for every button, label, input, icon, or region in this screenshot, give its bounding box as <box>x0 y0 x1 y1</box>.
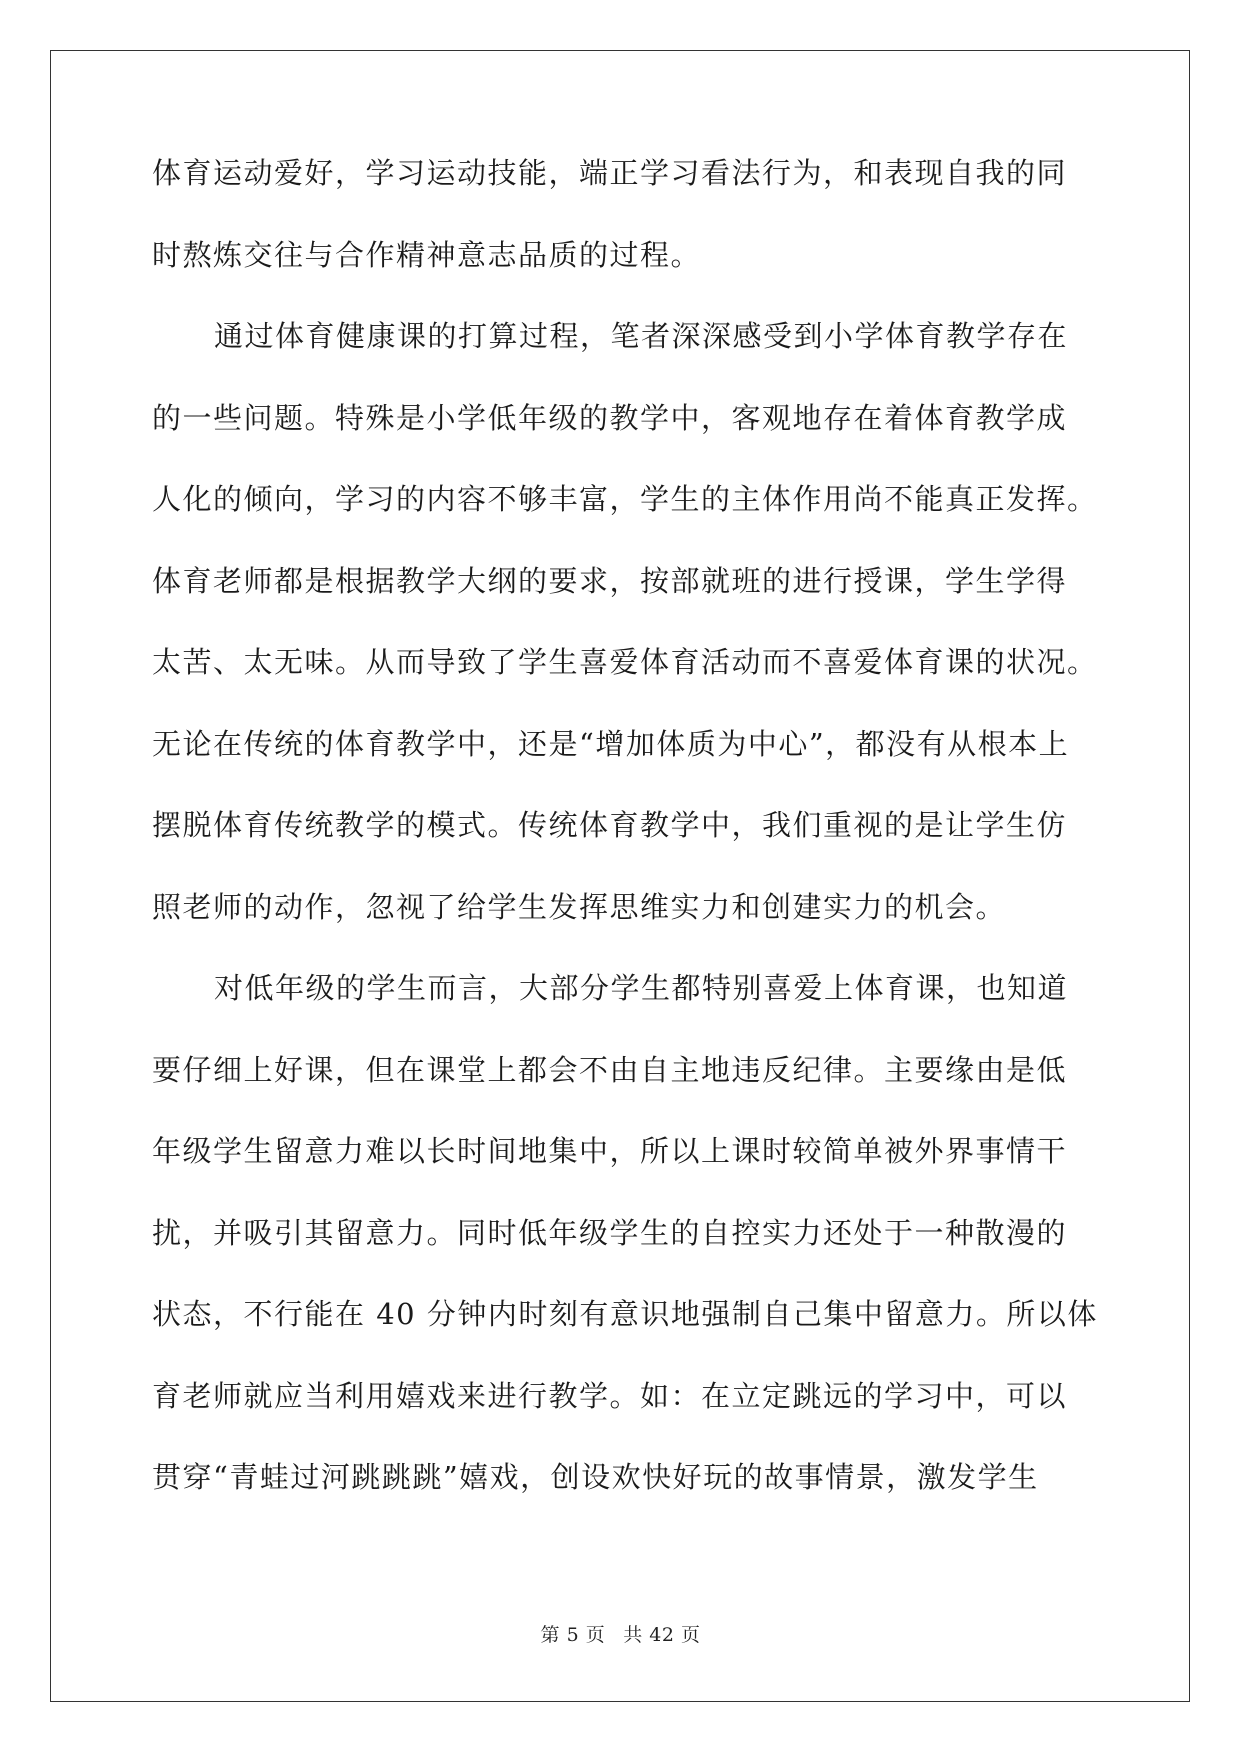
text-line: 人化的倾向，学习的内容不够丰富，学生的主体作用尚不能真正发挥。 <box>152 482 1098 516</box>
text-line: 摆脱体育传统教学的模式。传统体育教学中，我们重视的是让学生仿 <box>152 808 1068 842</box>
text-line: 状态，不行能在 40 分钟内时刻有意识地强制自己集中留意力。所以体 <box>152 1297 1098 1331</box>
text-line: 无论在传统的体育教学中，还是“增加体质为中心”，都没有从根本上 <box>152 726 1070 761</box>
paragraph-start-line: 对低年级的学生而言，大部分学生都特别喜爱上体育课，也知道 <box>214 971 1069 1005</box>
page-total: 共 42 页 <box>623 1624 701 1646</box>
document-body <box>152 156 1098 1546</box>
text-line: 照老师的动作，忽视了给学生发挥思维实力和创建实力的机会。 <box>152 889 1007 924</box>
text-line: 的一些问题。特殊是小学低年级的教学中，客观地存在着体育教学成 <box>152 400 1068 435</box>
text-line: 体育老师都是根据教学大纲的要求，按部就班的进行授课，学生学得 <box>152 563 1068 598</box>
text-line: 扰，并吸引其留意力。同时低年级学生的自控实力还处于一种散漫的 <box>152 1215 1068 1250</box>
paragraph-start-line: 通过体育健康课的打算过程，笔者深深感受到小学体育教学存在 <box>214 319 1069 353</box>
page-number: 第 5 页 <box>540 1624 606 1646</box>
text-line: 体育运动爱好，学习运动技能，端正学习看法行为，和表现自我的同 <box>152 156 1068 190</box>
text-line: 年级学生留意力难以长时间地集中，所以上课时较简单被外界事情干 <box>152 1134 1068 1168</box>
text-line: 要仔细上好课，但在课堂上都会不由自主地违反纪律。主要缘由是低 <box>152 1052 1068 1087</box>
text-line: 贯穿“青蛙过河跳跳跳”嬉戏，创设欢快好玩的故事情景，激发学生 <box>152 1460 1039 1494</box>
page-footer <box>0 1620 1241 1647</box>
text-line: 太苦、太无味。从而导致了学生喜爱体育活动而不喜爱体育课的状况。 <box>152 645 1098 679</box>
text-line: 育老师就应当利用嬉戏来进行教学。如：在立定跳远的学习中，可以 <box>152 1378 1068 1413</box>
text-line: 时熬炼交往与合作精神意志品质的过程。 <box>152 237 702 272</box>
